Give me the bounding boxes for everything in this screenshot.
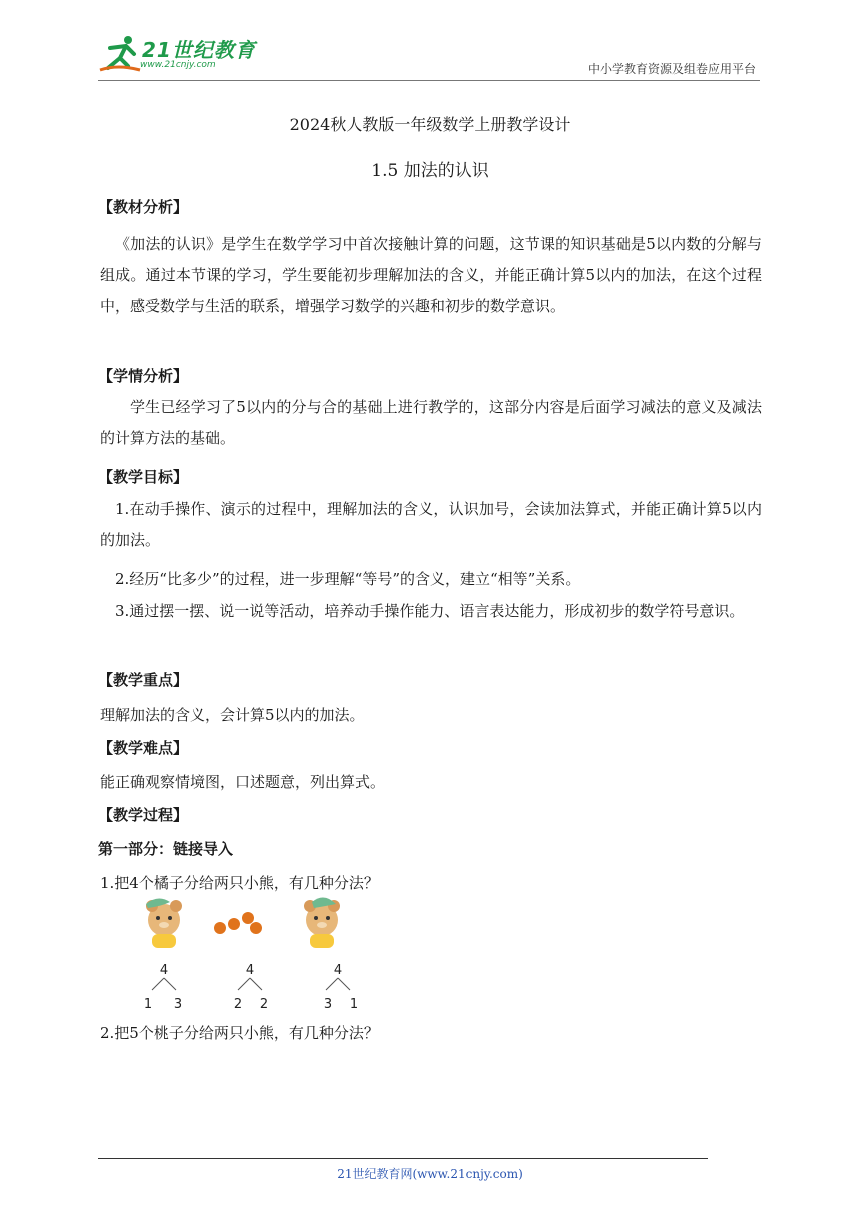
split-3-right: 1 [349, 997, 359, 1012]
goal-item-1: 1.在动手操作、演示的过程中，理解加法的含义，认识加号，会读加法算式，并能正确计算5以内的加法。 [100, 500, 762, 549]
goal-item-2: 2.经历“比多少”的过程，进一步理解“等号”的含义，建立“相等”关系。 [115, 570, 581, 588]
bears-oranges-illustration [136, 896, 376, 1016]
split-2-left: 2 [233, 997, 243, 1012]
runner-icon [98, 34, 142, 74]
header-divider [98, 80, 760, 81]
question-2: 2.把5个桃子分给两只小熊，有几种分法？ [100, 1024, 379, 1042]
page-header [98, 30, 760, 82]
goals-heading: 【教学目标】 [98, 468, 189, 486]
goal-item-3: 3.通过摆一摆、说一说等活动，培养动手操作能力、语言表达能力，形成初步的数学符号意识。 [115, 602, 745, 620]
split-3-total: 4 [333, 963, 343, 978]
material-analysis-text: 《加法的认识》是学生在数学学习中首次接触计算的问题，这节课的知识基础是5以内数的分解与组成。通过本节课的学习，学生要能初步理解加法的含义，并能正确计算5以内的加法，在这个过程中，感受数学与生活的联系，增强学习数学的兴趣和初步的数学意识。 [100, 235, 762, 315]
student-analysis-heading: 【学情分析】 [98, 367, 189, 385]
site-logo [98, 34, 258, 74]
split-2-total: 4 [245, 963, 255, 978]
logo-text: 21世纪教育 [142, 38, 256, 62]
footer-link[interactable]: 21世纪教育网(www.21cnjy.com) [337, 1167, 523, 1181]
lesson-title: 1.5 加法的认识 [371, 161, 489, 181]
student-analysis-text: 学生已经学习了5以内的分与合的基础上进行教学的，这部分内容是后面学习减法的意义及减法的计算方法的基础。 [100, 398, 762, 447]
bear-icon [304, 897, 340, 948]
oranges-icon [214, 912, 262, 934]
process-heading: 【教学过程】 [98, 806, 189, 824]
material-analysis-heading: 【教材分析】 [98, 198, 189, 216]
part1-heading: 第一部分：链接导入 [98, 840, 234, 858]
key-points-heading: 【教学重点】 [98, 671, 189, 689]
bear-icon [146, 898, 182, 948]
split-3-left: 3 [323, 997, 333, 1012]
footer-divider [98, 1158, 708, 1159]
split-1-total: 4 [159, 963, 169, 978]
difficulty-text: 能正确观察情境图，口述题意，列出算式。 [100, 773, 386, 791]
question-1: 1.把4个橘子分给两只小熊，有几种分法？ [100, 874, 379, 892]
logo-url: www.21cnjy.com [140, 60, 216, 70]
key-points-text: 理解加法的含义，会计算5以内的加法。 [100, 706, 365, 724]
split-1-right: 3 [173, 997, 183, 1012]
split-2-right: 2 [259, 997, 269, 1012]
header-slogan: 中小学教育资源及组卷应用平台 [587, 62, 756, 76]
split-1-left: 1 [143, 997, 153, 1012]
difficulty-heading: 【教学难点】 [98, 739, 189, 757]
document-title: 2024秋人教版一年级数学上册教学设计 [289, 115, 571, 134]
